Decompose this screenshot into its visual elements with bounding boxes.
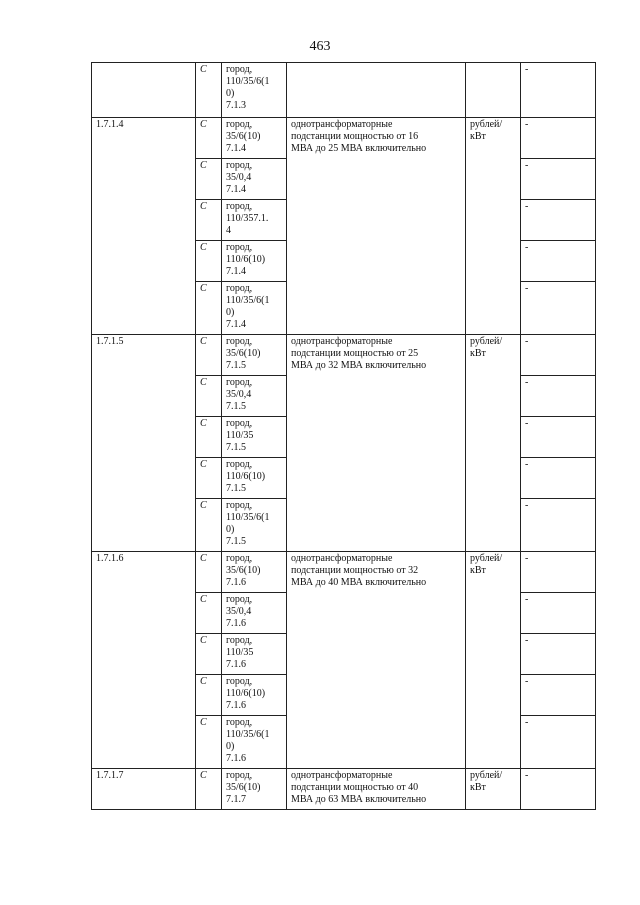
category-cell: С <box>196 282 222 335</box>
description-cell: однотрансформаторные подстанции мощностью от 25 МВА до 32 МВА включительно <box>287 335 466 552</box>
category-cell: С <box>196 376 222 417</box>
zone-cell: город, 35/0,4 7.1.5 <box>222 376 287 417</box>
value-cell: - <box>521 634 596 675</box>
value-cell: - <box>521 417 596 458</box>
unit-cell: рублей/ кВт <box>466 769 521 810</box>
category-cell: С <box>196 118 222 159</box>
zone-cell: город, 110/35/6(1 0) 7.1.5 <box>222 499 287 552</box>
zone-cell: город, 110/35 7.1.6 <box>222 634 287 675</box>
table-row <box>92 335 596 376</box>
table-row <box>92 769 596 810</box>
value-cell: - <box>521 241 596 282</box>
zone-cell: город, 110/35/6(1 0) 7.1.4 <box>222 282 287 335</box>
code-cell <box>92 63 196 118</box>
tariff-table <box>91 62 596 810</box>
value-cell: - <box>521 552 596 593</box>
category-cell: С <box>196 675 222 716</box>
unit-cell: рублей/ кВт <box>466 118 521 335</box>
category-cell: С <box>196 335 222 376</box>
value-cell: - <box>521 63 596 118</box>
value-cell: - <box>521 335 596 376</box>
zone-cell: город, 35/0,4 7.1.4 <box>222 159 287 200</box>
zone-cell: город, 35/6(10) 7.1.5 <box>222 335 287 376</box>
zone-cell: город, 110/6(10) 7.1.5 <box>222 458 287 499</box>
category-cell: С <box>196 200 222 241</box>
category-cell: С <box>196 593 222 634</box>
unit-cell <box>466 63 521 118</box>
zone-cell: город, 110/35 7.1.5 <box>222 417 287 458</box>
table-row <box>92 552 596 593</box>
category-cell: С <box>196 499 222 552</box>
table-row <box>92 63 596 118</box>
value-cell: - <box>521 716 596 769</box>
value-cell: - <box>521 200 596 241</box>
value-cell: - <box>521 458 596 499</box>
value-cell: - <box>521 769 596 810</box>
value-cell: - <box>521 282 596 335</box>
value-cell: - <box>521 376 596 417</box>
value-cell: - <box>521 593 596 634</box>
category-cell: С <box>196 63 222 118</box>
description-cell <box>287 63 466 118</box>
value-cell: - <box>521 675 596 716</box>
category-cell: С <box>196 417 222 458</box>
description-cell: однотрансформаторные подстанции мощностью от 40 МВА до 63 МВА включительно <box>287 769 466 810</box>
zone-cell: город, 35/6(10) 7.1.6 <box>222 552 287 593</box>
tariff-table-body <box>92 63 596 810</box>
code-cell: 1.7.1.4 <box>92 118 196 335</box>
zone-cell: город, 110/6(10) 7.1.4 <box>222 241 287 282</box>
description-cell: однотрансформаторные подстанции мощностью от 32 МВА до 40 МВА включительно <box>287 552 466 769</box>
zone-cell: город, 35/6(10) 7.1.4 <box>222 118 287 159</box>
zone-cell: город, 110/35/6(1 0) 7.1.6 <box>222 716 287 769</box>
unit-cell: рублей/ кВт <box>466 335 521 552</box>
category-cell: С <box>196 241 222 282</box>
zone-cell: город, 110/357.1. 4 <box>222 200 287 241</box>
zone-cell: город, 110/35/6(1 0) 7.1.3 <box>222 63 287 118</box>
code-cell: 1.7.1.7 <box>92 769 196 810</box>
zone-cell: город, 110/6(10) 7.1.6 <box>222 675 287 716</box>
unit-cell: рублей/ кВт <box>466 552 521 769</box>
page-number: 463 <box>309 39 331 54</box>
zone-cell: город, 35/6(10) 7.1.7 <box>222 769 287 810</box>
category-cell: С <box>196 552 222 593</box>
table-row <box>92 118 596 159</box>
value-cell: - <box>521 118 596 159</box>
value-cell: - <box>521 499 596 552</box>
zone-cell: город, 35/0,4 7.1.6 <box>222 593 287 634</box>
value-cell: - <box>521 159 596 200</box>
category-cell: С <box>196 634 222 675</box>
category-cell: С <box>196 159 222 200</box>
code-cell: 1.7.1.6 <box>92 552 196 769</box>
category-cell: С <box>196 716 222 769</box>
category-cell: С <box>196 458 222 499</box>
code-cell: 1.7.1.5 <box>92 335 196 552</box>
category-cell: С <box>196 769 222 810</box>
description-cell: однотрансформаторные подстанции мощностью от 16 МВА до 25 МВА включительно <box>287 118 466 335</box>
